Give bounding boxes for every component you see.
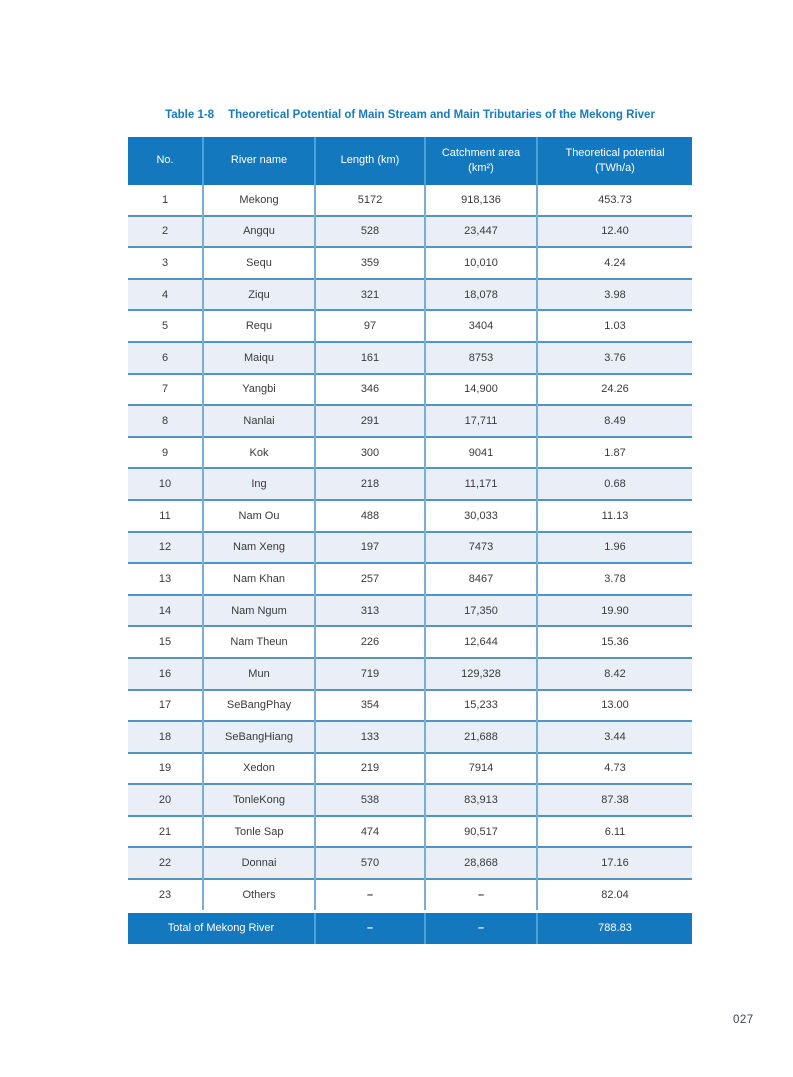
table-cell: Nam Theun	[203, 626, 315, 658]
total-label-cell: Total of Mekong River	[128, 911, 315, 944]
table-cell: Ing	[203, 468, 315, 500]
table-cell: Yangbi	[203, 374, 315, 406]
table-cell: 1.96	[537, 532, 692, 564]
table-cell: 12.40	[537, 216, 692, 248]
table-cell: 18	[128, 721, 203, 753]
table-cell: 13	[128, 563, 203, 595]
table-cell: Mun	[203, 658, 315, 690]
table-caption	[128, 109, 692, 121]
table-cell: 8.42	[537, 658, 692, 690]
table-cell: 918,136	[425, 185, 537, 216]
table-cell: SeBangHiang	[203, 721, 315, 753]
table-cell: 6	[128, 342, 203, 374]
table-cell: 14,900	[425, 374, 537, 406]
table-cell: Angqu	[203, 216, 315, 248]
table-cell: 5	[128, 310, 203, 342]
table-cell: 24.26	[537, 374, 692, 406]
table-cell: 197	[315, 532, 425, 564]
table-row	[128, 879, 692, 911]
table-cell: Donnai	[203, 847, 315, 879]
table-cell: 488	[315, 500, 425, 532]
table-cell: –	[315, 879, 425, 911]
table-row	[128, 437, 692, 469]
table-cell: 257	[315, 563, 425, 595]
table-row	[128, 690, 692, 722]
table-row	[128, 374, 692, 406]
table-cell: 9	[128, 437, 203, 469]
table-cell: 7473	[425, 532, 537, 564]
table-cell: Xedon	[203, 753, 315, 785]
table-cell: 474	[315, 816, 425, 848]
table-caption-label: Table 1-8	[165, 109, 215, 121]
table-cell: 23,447	[425, 216, 537, 248]
table-row	[128, 626, 692, 658]
column-header: Theoretical potential (TWh/a)	[537, 137, 692, 185]
table-cell: 28,868	[425, 847, 537, 879]
table-cell: 11	[128, 500, 203, 532]
table-caption-title: Theoretical Potential of Main Stream and Main Tributaries of the Mekong River	[228, 109, 655, 121]
table-cell: Tonle Sap	[203, 816, 315, 848]
table-cell: TonleKong	[203, 784, 315, 816]
table-cell: SeBangPhay	[203, 690, 315, 722]
table-cell: Kok	[203, 437, 315, 469]
table-cell: 3	[128, 247, 203, 279]
page-number: 027	[733, 1014, 754, 1026]
table-cell: 90,517	[425, 816, 537, 848]
table-cell: 7914	[425, 753, 537, 785]
column-header: Catchment area (km²)	[425, 137, 537, 185]
table-cell: 3.98	[537, 279, 692, 311]
table-row	[128, 816, 692, 848]
table-cell: 19	[128, 753, 203, 785]
table-cell: 22	[128, 847, 203, 879]
table-cell: 4.24	[537, 247, 692, 279]
table-cell: 161	[315, 342, 425, 374]
table-footer	[128, 911, 692, 944]
table-cell: 17.16	[537, 847, 692, 879]
table-cell: 8	[128, 405, 203, 437]
table-cell: 10,010	[425, 247, 537, 279]
total-row	[128, 911, 692, 944]
table-cell: 300	[315, 437, 425, 469]
table-cell: 20	[128, 784, 203, 816]
table-cell: 313	[315, 595, 425, 627]
table-cell: 87.38	[537, 784, 692, 816]
table-cell: 346	[315, 374, 425, 406]
table-cell: 1.03	[537, 310, 692, 342]
table-cell: 291	[315, 405, 425, 437]
table-cell: 12	[128, 532, 203, 564]
table-cell: Requ	[203, 310, 315, 342]
table-row	[128, 595, 692, 627]
table-cell: 218	[315, 468, 425, 500]
table-cell: 226	[315, 626, 425, 658]
table-cell: Ziqu	[203, 279, 315, 311]
table-cell: 359	[315, 247, 425, 279]
table-cell: 12,644	[425, 626, 537, 658]
table-cell: 14	[128, 595, 203, 627]
table-cell: 11,171	[425, 468, 537, 500]
table-cell: 17,350	[425, 595, 537, 627]
table-cell: 321	[315, 279, 425, 311]
table-row	[128, 784, 692, 816]
table-cell: 129,328	[425, 658, 537, 690]
table-cell: Maiqu	[203, 342, 315, 374]
table-cell: 453.73	[537, 185, 692, 216]
table-cell: 8467	[425, 563, 537, 595]
table-cell: 8.49	[537, 405, 692, 437]
table-cell: 3404	[425, 310, 537, 342]
column-header: Length (km)	[315, 137, 425, 185]
table-cell: 538	[315, 784, 425, 816]
table-row	[128, 310, 692, 342]
table-cell: 97	[315, 310, 425, 342]
table-cell: 719	[315, 658, 425, 690]
table-cell: 15	[128, 626, 203, 658]
table-cell: Nam Ngum	[203, 595, 315, 627]
table-cell: 6.11	[537, 816, 692, 848]
table-cell: Nam Khan	[203, 563, 315, 595]
table-cell: Nanlai	[203, 405, 315, 437]
table-row	[128, 468, 692, 500]
table-body	[128, 185, 692, 911]
table-cell: 23	[128, 879, 203, 911]
mekong-potential-table	[128, 137, 692, 944]
table-cell: Others	[203, 879, 315, 911]
table-row	[128, 532, 692, 564]
table-cell: 15.36	[537, 626, 692, 658]
table-cell: 1.87	[537, 437, 692, 469]
table-cell: Nam Ou	[203, 500, 315, 532]
table-row	[128, 342, 692, 374]
table-row	[128, 563, 692, 595]
table-cell: 82.04	[537, 879, 692, 911]
table-cell: 19.90	[537, 595, 692, 627]
total-value-cell: –	[425, 911, 537, 944]
table-cell: 8753	[425, 342, 537, 374]
table-cell: 11.13	[537, 500, 692, 532]
table-cell: 18,078	[425, 279, 537, 311]
table-cell: 7	[128, 374, 203, 406]
table-cell: 13.00	[537, 690, 692, 722]
table-cell: 3.76	[537, 342, 692, 374]
column-header: No.	[128, 137, 203, 185]
table-cell: 3.44	[537, 721, 692, 753]
table-cell: 17,711	[425, 405, 537, 437]
table-row	[128, 216, 692, 248]
table-cell: 570	[315, 847, 425, 879]
table-cell: Nam Xeng	[203, 532, 315, 564]
table-row	[128, 658, 692, 690]
table-row	[128, 185, 692, 216]
table-header	[128, 137, 692, 185]
table-cell: 5172	[315, 185, 425, 216]
table-row	[128, 247, 692, 279]
table-cell: 4	[128, 279, 203, 311]
table-cell: 528	[315, 216, 425, 248]
table-cell: 15,233	[425, 690, 537, 722]
table-cell: 354	[315, 690, 425, 722]
table-cell: 83,913	[425, 784, 537, 816]
column-header: River name	[203, 137, 315, 185]
table-cell: 10	[128, 468, 203, 500]
total-value-cell: –	[315, 911, 425, 944]
table-cell: Sequ	[203, 247, 315, 279]
table-row	[128, 753, 692, 785]
table-row	[128, 847, 692, 879]
table-cell: 9041	[425, 437, 537, 469]
table-row	[128, 279, 692, 311]
table-row	[128, 405, 692, 437]
table-cell: 21	[128, 816, 203, 848]
table-cell: 2	[128, 216, 203, 248]
table-cell: 21,688	[425, 721, 537, 753]
header-row	[128, 137, 692, 185]
table-cell: 0.68	[537, 468, 692, 500]
table-cell: 17	[128, 690, 203, 722]
table-row	[128, 500, 692, 532]
total-value-cell: 788.83	[537, 911, 692, 944]
table-cell: 1	[161, 193, 169, 206]
table-row	[128, 721, 692, 753]
table-cell: –	[425, 879, 537, 911]
table-cell: 4.73	[537, 753, 692, 785]
table-cell: 219	[315, 753, 425, 785]
table-cell: 30,033	[425, 500, 537, 532]
table-cell: 133	[315, 721, 425, 753]
table-cell: Mekong	[203, 185, 315, 216]
table-cell: 3.78	[537, 563, 692, 595]
table-cell: 16	[128, 658, 203, 690]
